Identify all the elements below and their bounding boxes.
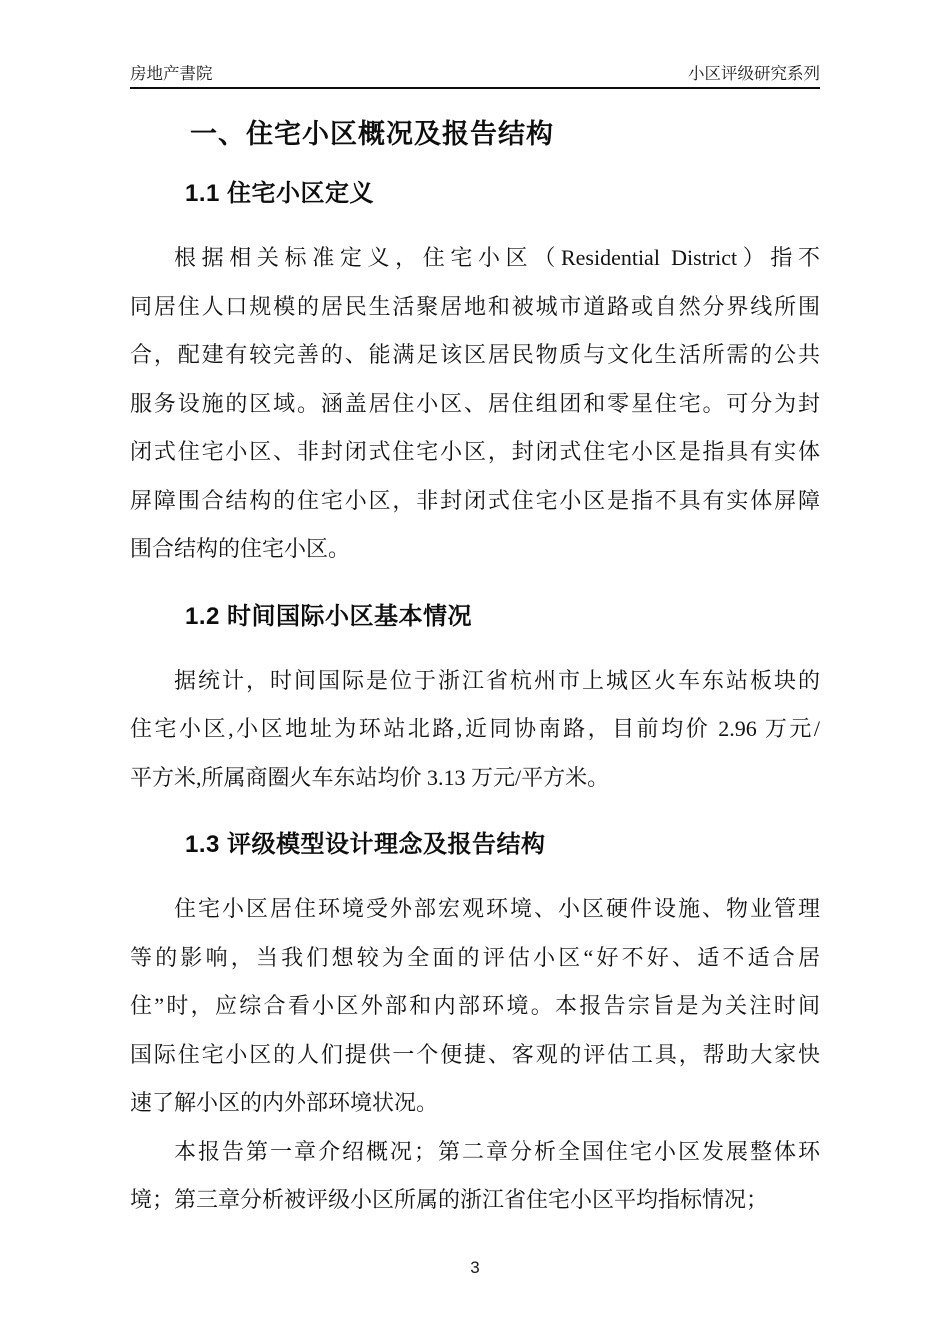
document-content bbox=[130, 110, 820, 1225]
paragraph bbox=[130, 234, 820, 574]
paragraph-line: 境；第三章分析被评级小区所属的浙江省住宅小区平均指标情况； bbox=[130, 1187, 769, 1212]
section-heading: 1.3 评级模型设计理念及报告结构 bbox=[185, 831, 546, 858]
section-heading: 1.2 时间国际小区基本情况 bbox=[185, 602, 473, 630]
paragraph-line: 根据相关标准定义，住宅小区（Residential District）指不 bbox=[174, 245, 820, 270]
page-number: 3 bbox=[470, 1258, 480, 1277]
paragraph bbox=[130, 1128, 820, 1225]
chapter-title: 一、住宅小区概况及报告结构 bbox=[190, 119, 554, 149]
header-right-text: 小区评级研究系列 bbox=[688, 65, 820, 83]
paragraph-line: 服务设施的区域。涵盖居住小区、居住组团和零星住宅。可分为封 bbox=[130, 390, 820, 416]
paragraph-line: 平方米,所属商圈火车东站均价 3.13 万元/平方米。 bbox=[130, 764, 610, 790]
page-footer bbox=[130, 1256, 820, 1280]
page-header bbox=[130, 64, 820, 89]
paragraph-line: 屏障围合结构的住宅小区，非封闭式住宅小区是指不具有实体屏障 bbox=[130, 487, 820, 513]
paragraph-line: 据统计，时间国际是位于浙江省杭州市上城区火车东站板块的 bbox=[174, 667, 820, 693]
paragraph-line: 合，配建有较完善的、能满足该区居民物质与文化生活所需的公共 bbox=[130, 342, 820, 367]
paragraph-line: 住”时，应综合看小区外部和内部环境。本报告宗旨是为关注时间 bbox=[130, 993, 820, 1018]
paragraph-line: 住宅小区居住环境受外部宏观环境、小区硬件设施、物业管理 bbox=[174, 896, 820, 921]
paragraph bbox=[130, 885, 820, 1128]
paragraph-line: 闭式住宅小区、非封闭式住宅小区，封闭式住宅小区是指具有实体 bbox=[130, 439, 820, 464]
paragraph-line: 同居住人口规模的居民生活聚居地和被城市道路或自然分界线所围 bbox=[130, 293, 820, 319]
header-left-text: 房地产書院 bbox=[130, 65, 213, 83]
paragraph-line: 速了解小区的内外部环境状况。 bbox=[130, 1090, 439, 1115]
paragraph-line: 国际住宅小区的人们提供一个便捷、客观的评估工具，帮助大家快 bbox=[130, 1041, 820, 1067]
paragraph-line: 围合结构的住宅小区。 bbox=[130, 536, 351, 561]
paragraph bbox=[130, 657, 820, 803]
section-heading: 1.1 住宅小区定义 bbox=[185, 180, 375, 207]
paragraph-line: 本报告第一章介绍概况；第二章分析全国住宅小区发展整体环 bbox=[174, 1138, 820, 1164]
paragraph-line: 住宅小区,小区地址为环站北路,近同协南路，目前均价 2.96 万元/ bbox=[130, 716, 820, 741]
document-body bbox=[130, 179, 820, 1225]
paragraph-line: 等的影响，当我们想较为全面的评估小区“好不好、适不适合居 bbox=[130, 944, 820, 970]
